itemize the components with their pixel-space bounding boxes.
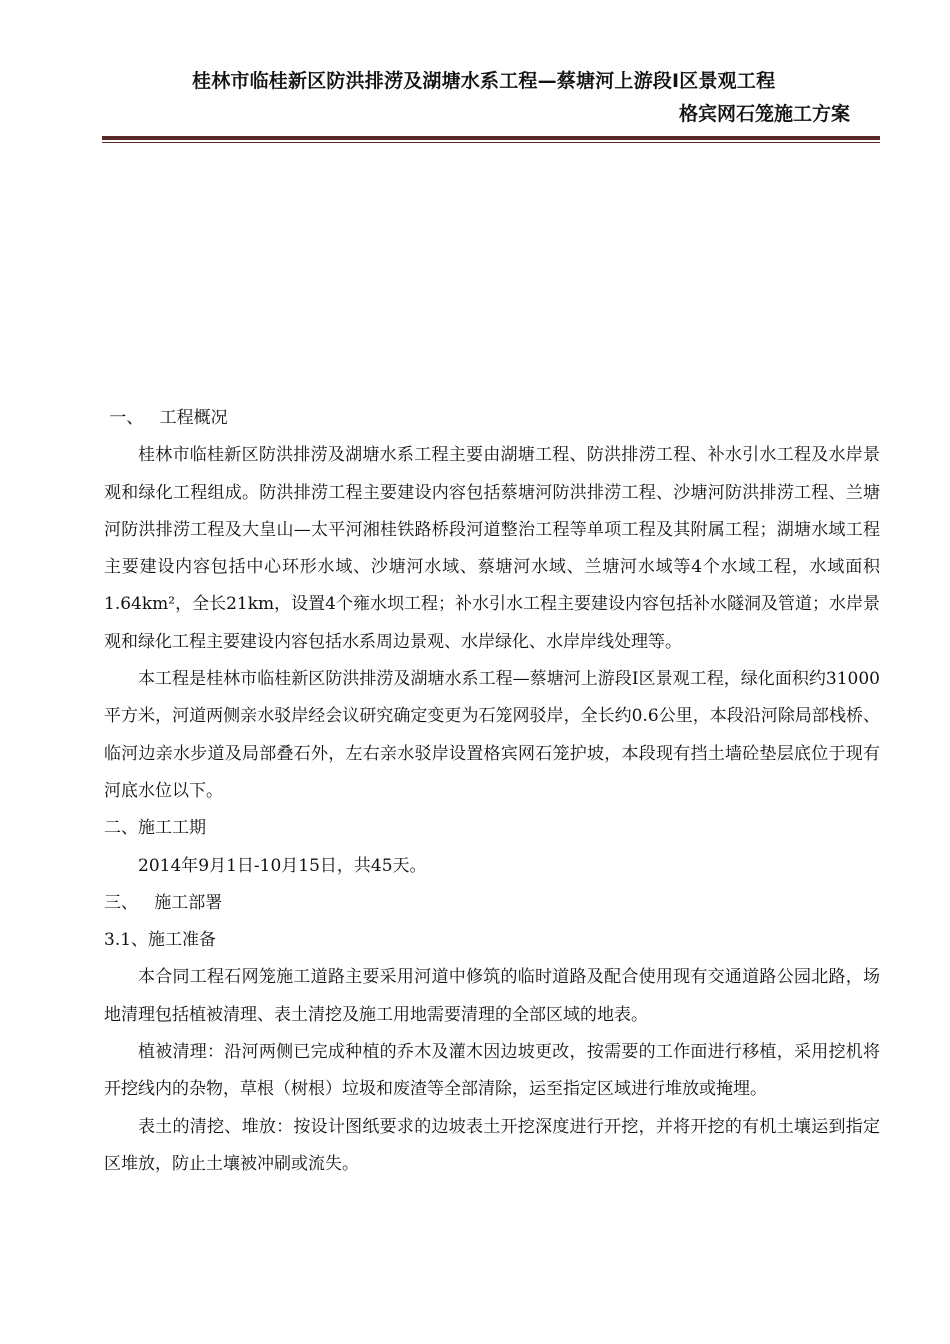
subsection-heading-preparation: 3.1、施工准备 [104, 930, 217, 951]
paragraph-preparation-1: 本合同工程石网笼施工道路主要采用河道中修筑的临时道路及配合使用现有交通道路公园北路，场地清理包括植被清理、表土清挖及施工用地需要清理的全部区域的地表。 [104, 967, 880, 1025]
paragraph-schedule: 2014年9月1日-10月15日，共45天。 [138, 855, 427, 876]
paragraph-preparation-3: 表土的清挖、堆放：按设计图纸要求的边坡表土开挖深度进行开挖，并将开挖的有机土壤运到指定区堆放，防止土壤被冲刷或流失。 [104, 1116, 880, 1174]
document-body [104, 400, 880, 1183]
header-title-line1: 桂林市临桂新区防洪排涝及湖塘水系工程—蔡塘河上游段Ⅰ区景观工程 [192, 70, 776, 92]
paragraph-preparation-2: 植被清理：沿河两侧已完成种植的乔木及灌木因边坡更改，按需要的工作面进行移植，采用挖机将开挖线内的杂物，草根（树根）垃圾和废渣等全部清除，运至指定区域进行堆放或掩埋。 [104, 1042, 880, 1100]
header-rule [102, 136, 880, 140]
section-heading-overview: 一、 工程概况 [104, 408, 228, 428]
page-header [0, 0, 950, 150]
header-title-line2: 格宾网石笼施工方案 [678, 103, 850, 125]
section-heading-deployment: 三、 施工部署 [104, 892, 223, 913]
paragraph-overview-1: 桂林市临桂新区防洪排涝及湖塘水系工程主要由湖塘工程、防洪排涝工程、补水引水工程及水岸景观和绿化工程组成。防洪排涝工程主要建设内容包括蔡塘河防洪排涝工程、沙塘河防洪排涝工程、兰塘河防洪排涝工程及大皇山—太平河湘桂铁路桥段河道整治工程等单项工程及其附属工程；湖塘水域工程主要建设内容包括中心环形水域、沙塘河水域、蔡塘河水域、兰塘河水域等4个水域工程，水域面积1.64km²，全长21km，设置4个雍水坝工程；补水引水工程主要建设内容包括补水隧洞及管道；水岸景观和绿化工程主要建设内容包括水系周边景观、水岸绿化、水岸岸线处理等。 [104, 445, 880, 652]
section-heading-schedule: 二、施工工期 [104, 818, 206, 839]
paragraph-overview-2: 本工程是桂林市临桂新区防洪排涝及湖塘水系工程—蔡塘河上游段Ⅰ区景观工程，绿化面积约31000平方米，河道两侧亲水驳岸经会议研究确定变更为石笼网驳岸，全长约0.6公里，本段沿河除局部栈桥、临河边亲水步道及局部叠石外，左右亲水驳岸设置格宾网石笼护坡，本段现有挡土墙砼垫层底位于现有河底水位以下。 [104, 669, 880, 801]
header-rule-thin [102, 142, 880, 143]
